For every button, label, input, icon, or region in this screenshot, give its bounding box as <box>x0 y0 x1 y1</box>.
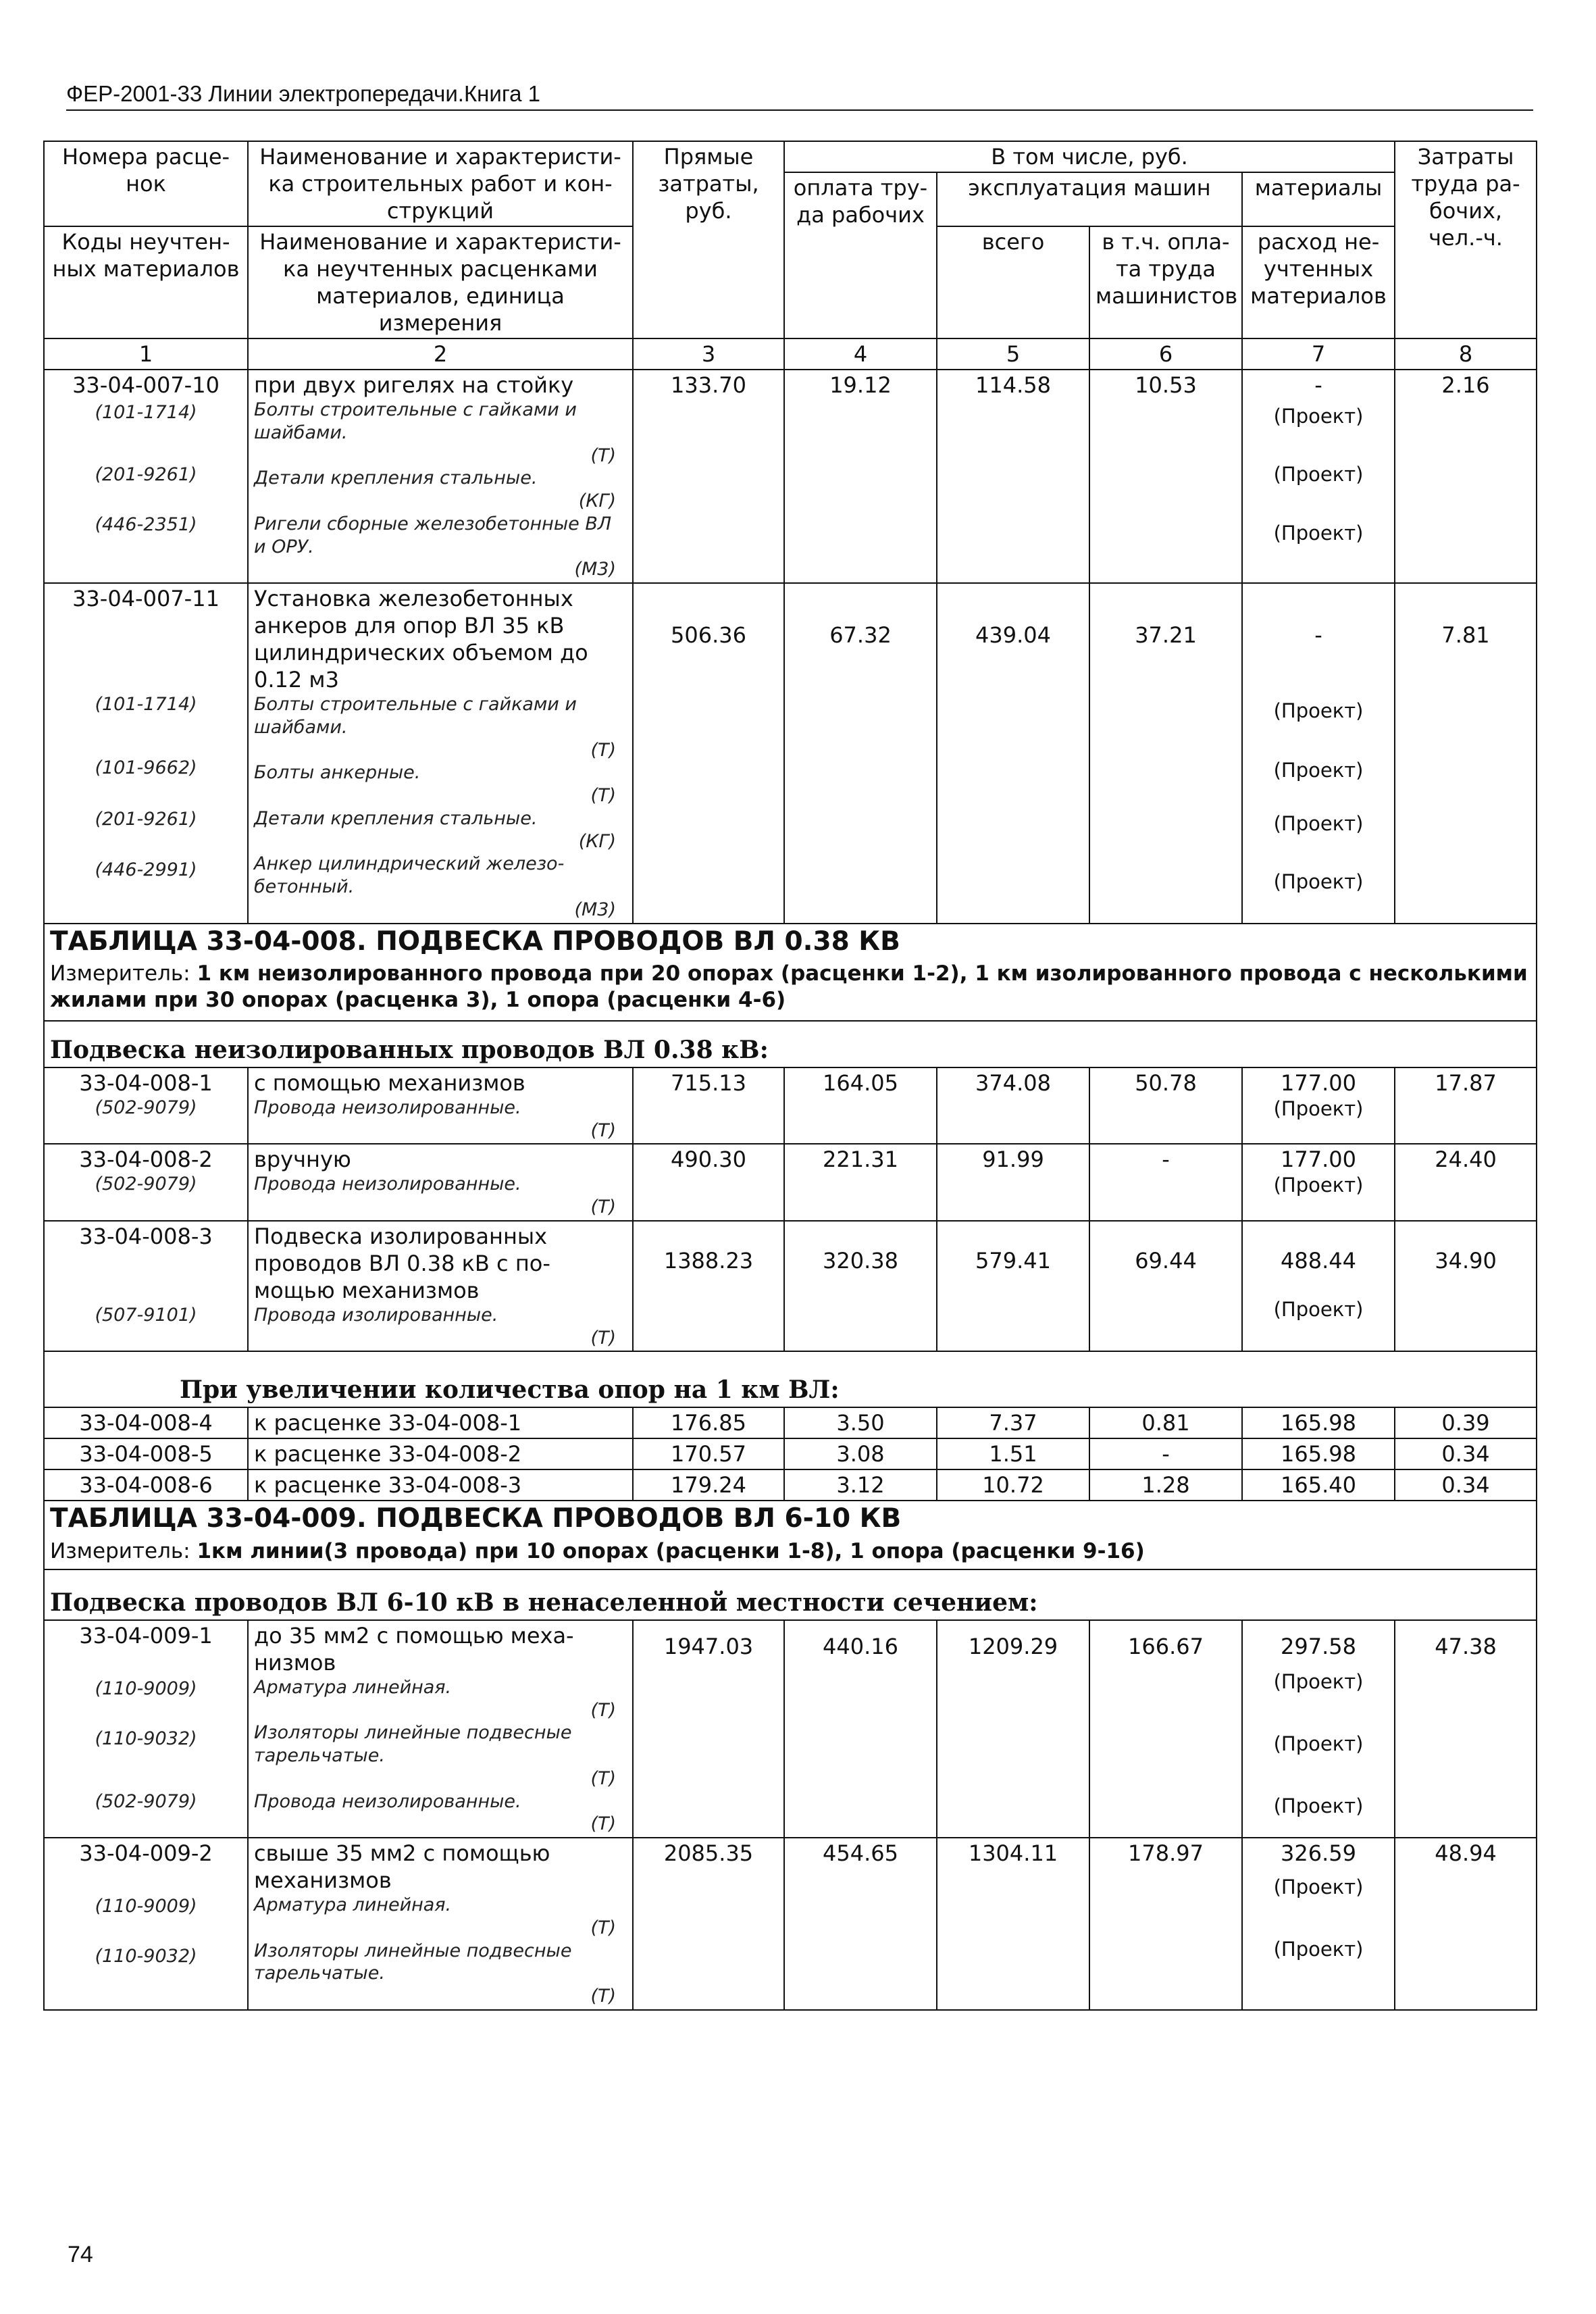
wage-cost: 3.12 <box>784 1469 937 1501</box>
table-row <box>44 1144 1537 1221</box>
wage-cost: 164.05 <box>784 1067 937 1145</box>
material-qty: (Проект) <box>1273 521 1364 545</box>
machines-cost: 1209.29 <box>937 1620 1089 1838</box>
material-qty: (Проект) <box>1273 1938 1364 1961</box>
material-code: (446-2991) <box>95 859 197 881</box>
col-num-4: 4 <box>784 338 937 370</box>
table-row <box>44 1407 1537 1438</box>
material-code: (446-2351) <box>95 513 197 535</box>
materials-cost: 165.98 <box>1242 1438 1395 1469</box>
rate-code: 33-04-007-11 <box>72 586 220 611</box>
rate-name: к расценке 33-04-008-2 <box>248 1438 633 1469</box>
rate-name: при двух ригелях на стойку <box>254 372 574 398</box>
wage-cost: 3.08 <box>784 1438 937 1469</box>
labor-cost: 0.34 <box>1395 1438 1537 1469</box>
material-unit: (Т) <box>590 1917 616 1938</box>
machines-cost: 10.72 <box>937 1469 1089 1501</box>
measurer-value: 1км линии(3 провода) при 10 опорах (расценки 1-8), 1 опора (расценки 9-16) <box>197 1539 1145 1563</box>
document-header: ФЕР-2001-33 Линии электропередачи.Книга 1 <box>66 81 1533 111</box>
material-name: Изоляторы линейные подвесные тарельчатые. <box>254 1940 572 1984</box>
col-header-mat-name: Наименование и характеристи-ка неучтенных расценками материалов, единица измерения <box>248 226 633 338</box>
table-row <box>44 1620 1537 1838</box>
materials-cost: 165.40 <box>1242 1469 1395 1501</box>
direct-cost: 1388.23 <box>633 1221 784 1352</box>
machines-cost: 374.08 <box>937 1067 1089 1145</box>
material-code: (201-9261) <box>95 808 197 830</box>
table-row <box>44 1221 1537 1352</box>
materials-cost: 177.00 <box>1281 1070 1356 1096</box>
machines-cost: 7.37 <box>937 1407 1089 1438</box>
material-name: Провода изолированные. <box>254 1304 498 1326</box>
table-row <box>44 1438 1537 1469</box>
measurer <box>44 1537 1537 1569</box>
col-header-machines: эксплуатация машин <box>937 172 1242 226</box>
wage-cost: 19.12 <box>784 370 937 583</box>
rate-code: 33-04-008-2 <box>79 1147 213 1173</box>
operators-cost: 178.97 <box>1089 1838 1242 2010</box>
rate-name: вручную <box>254 1147 351 1173</box>
material-code: (110-9032) <box>95 1728 197 1749</box>
col-header-materials: материалы <box>1242 172 1395 226</box>
operators-cost: 1.28 <box>1089 1469 1242 1501</box>
material-code: (502-9079) <box>95 1174 197 1195</box>
rate-code: 33-04-008-1 <box>79 1070 213 1096</box>
rate-code: 33-04-008-4 <box>44 1407 248 1438</box>
materials-cost: 297.58 <box>1281 1633 1356 1659</box>
col-header-direct: Прямые затраты, руб. <box>633 141 784 338</box>
material-unit: (Т) <box>590 1986 616 2007</box>
material-unit: (М3) <box>574 899 616 920</box>
operators-cost: 10.53 <box>1089 370 1242 583</box>
direct-cost: 1947.03 <box>633 1620 784 1838</box>
material-qty: (Проект) <box>1273 759 1364 782</box>
subsection-title: Подвеска проводов ВЛ 6-10 кВ в ненаселенной местности сечением: <box>44 1569 1537 1620</box>
machines-cost: 1.51 <box>937 1438 1089 1469</box>
rate-name: с помощью механизмов <box>254 1070 525 1096</box>
col-header-operators: в т.ч. опла-та труда машинистов <box>1089 226 1242 338</box>
wage-cost: 3.50 <box>784 1407 937 1438</box>
material-qty: (Проект) <box>1273 1876 1364 1898</box>
material-name: Детали крепления стальные. <box>254 468 538 489</box>
labor-cost: 2.16 <box>1395 370 1537 583</box>
material-name: Арматура линейная. <box>254 1676 452 1698</box>
rate-name: к расценке 33-04-008-1 <box>248 1407 633 1438</box>
material-code: (507-9101) <box>95 1304 197 1326</box>
table-title: ТАБЛИЦА 33-04-009. ПОДВЕСКА ПРОВОДОВ ВЛ 6-10 КВ <box>44 1501 1537 1537</box>
rate-code: 33-04-008-6 <box>44 1469 248 1501</box>
rate-code: 33-04-008-5 <box>44 1438 248 1469</box>
measurer-label: Измеритель: <box>50 1539 190 1563</box>
table-row <box>44 370 1537 583</box>
material-unit: (Т) <box>590 1197 616 1217</box>
material-name: Провода неизолированные. <box>254 1174 521 1195</box>
col-header-name: Наименование и характеристи-ка строительных работ и кон-струкций <box>248 141 633 226</box>
direct-cost: 170.57 <box>633 1438 784 1469</box>
material-name: Анкер цилиндрический железо-бетонный. <box>254 853 565 897</box>
material-name: Изоляторы линейные подвесные тарельчатые. <box>254 1722 572 1766</box>
machines-cost: 91.99 <box>937 1144 1089 1221</box>
material-code: (502-9079) <box>95 1097 197 1118</box>
rate-name: к расценке 33-04-008-3 <box>248 1469 633 1501</box>
machines-cost: 114.58 <box>937 370 1089 583</box>
rate-name: до 35 мм2 с помощью меха-низмов <box>254 1622 574 1676</box>
direct-cost: 133.70 <box>633 370 784 583</box>
material-name: Ригели сборные железобетонные ВЛ и ОРУ. <box>254 513 612 557</box>
machines-cost: 579.41 <box>937 1221 1089 1352</box>
material-unit: (Т) <box>590 1120 616 1141</box>
operators-cost: - <box>1089 1144 1242 1221</box>
labor-cost: 34.90 <box>1395 1221 1537 1352</box>
col-header-machines-total: всего <box>937 226 1089 338</box>
table-row <box>44 1469 1537 1501</box>
col-num-2: 2 <box>248 338 633 370</box>
direct-cost: 715.13 <box>633 1067 784 1145</box>
material-name: Провода неизолированные. <box>254 1790 521 1812</box>
material-name: Болты строительные с гайками и шайбами. <box>254 399 577 443</box>
wage-cost: 221.31 <box>784 1144 937 1221</box>
rate-name: Установка железобетонных анкеров для опор ВЛ 35 кВ цилиндрических объемом до 0.12 м3 <box>254 586 588 693</box>
wage-cost: 67.32 <box>784 583 937 924</box>
rate-code: 33-04-007-10 <box>72 372 220 398</box>
col-num-7: 7 <box>1242 338 1395 370</box>
material-name: Арматура линейная. <box>254 1894 452 1915</box>
material-code: (110-9032) <box>95 1945 197 1967</box>
measurer-label: Измеритель: <box>50 961 190 986</box>
material-unit: (Т) <box>590 1327 616 1349</box>
col-header-labor: Затраты труда ра-бочих, чел.-ч. <box>1395 141 1537 338</box>
rate-code: 33-04-009-2 <box>79 1840 213 1866</box>
operators-cost: 50.78 <box>1089 1067 1242 1145</box>
material-code: (502-9079) <box>95 1791 197 1813</box>
material-code: (110-9009) <box>95 1678 197 1699</box>
material-unit: (КГ) <box>578 491 616 511</box>
col-header-mat-codes: Коды неучтен-ных материалов <box>44 226 248 338</box>
rate-code: 33-04-008-3 <box>79 1223 213 1249</box>
material-qty: (Проект) <box>1273 1669 1364 1693</box>
labor-cost: 47.38 <box>1395 1620 1537 1838</box>
rate-name: Подвеска изолированных проводов ВЛ 0.38 кВ с по-мощью механизмов <box>254 1223 550 1303</box>
operators-cost: 0.81 <box>1089 1407 1242 1438</box>
materials-cost: - <box>1314 622 1322 648</box>
rate-name: свыше 35 мм2 с помощью механизмов <box>254 1840 550 1893</box>
col-header-uncounted: расход не-учтенных материалов <box>1242 226 1395 338</box>
table-row <box>44 1838 1537 2010</box>
material-qty: (Проект) <box>1273 811 1364 835</box>
table-row <box>44 1067 1537 1145</box>
measurer <box>44 959 1537 1021</box>
material-qty: (Проект) <box>1273 1174 1364 1197</box>
material-unit: (Т) <box>590 785 616 806</box>
material-code: (101-1714) <box>95 694 197 715</box>
material-qty: (Проект) <box>1273 1732 1364 1755</box>
direct-cost: 490.30 <box>633 1144 784 1221</box>
table-title: ТАБЛИЦА 33-04-008. ПОДВЕСКА ПРОВОДОВ ВЛ 0.38 КВ <box>44 924 1537 960</box>
price-table <box>43 141 1537 2011</box>
materials-cost: - <box>1314 372 1322 398</box>
materials-cost: 177.00 <box>1281 1147 1356 1173</box>
measurer-value: 1 км неизолированного провода при 20 опорах (расценки 1-2), 1 км изолированного провода с несколькими жилами при 30 опорах (расценка 3), 1 опора (расценки 4-6) <box>50 961 1528 1012</box>
material-name: Провода неизолированные. <box>254 1097 521 1118</box>
operators-cost: - <box>1089 1438 1242 1469</box>
labor-cost: 17.87 <box>1395 1067 1537 1145</box>
col-num-1: 1 <box>44 338 248 370</box>
direct-cost: 179.24 <box>633 1469 784 1501</box>
wage-cost: 454.65 <box>784 1838 937 2010</box>
subsection-title: Подвеска неизолированных проводов ВЛ 0.38 кВ: <box>44 1021 1537 1067</box>
material-qty: (Проект) <box>1273 870 1364 893</box>
col-header-codes: Номера расце-нок <box>44 141 248 226</box>
machines-cost: 1304.11 <box>937 1838 1089 2010</box>
materials-cost: 326.59 <box>1281 1840 1356 1866</box>
col-num-6: 6 <box>1089 338 1242 370</box>
material-name: Болты строительные с гайками и шайбами. <box>254 694 577 738</box>
table-row <box>44 583 1537 924</box>
material-unit: (Т) <box>590 445 616 466</box>
materials-cost: 165.98 <box>1242 1407 1395 1438</box>
material-code: (101-9662) <box>95 757 197 778</box>
material-qty: (Проект) <box>1273 1794 1364 1818</box>
direct-cost: 506.36 <box>633 583 784 924</box>
labor-cost: 48.94 <box>1395 1838 1537 2010</box>
wage-cost: 320.38 <box>784 1221 937 1352</box>
rate-code: 33-04-009-1 <box>79 1622 213 1649</box>
direct-cost: 2085.35 <box>633 1838 784 2010</box>
material-unit: (Т) <box>590 1767 616 1789</box>
materials-cost: 488.44 <box>1281 1247 1356 1274</box>
col-header-wage: оплата тру-да рабочих <box>784 172 937 338</box>
subsection-title: При увеличении количества опор на 1 км ВЛ: <box>44 1351 1537 1407</box>
material-code: (101-1714) <box>95 402 197 423</box>
col-num-3: 3 <box>633 338 784 370</box>
material-name: Болты анкерные. <box>254 762 421 784</box>
material-qty: (Проект) <box>1273 1097 1364 1120</box>
page-number: 74 <box>68 2242 93 2267</box>
material-qty: (Проект) <box>1273 405 1364 428</box>
operators-cost: 69.44 <box>1089 1221 1242 1352</box>
operators-cost: 166.67 <box>1089 1620 1242 1838</box>
material-qty: (Проект) <box>1273 463 1364 486</box>
col-num-8: 8 <box>1395 338 1537 370</box>
direct-cost: 176.85 <box>633 1407 784 1438</box>
material-qty: (Проект) <box>1273 1297 1364 1321</box>
material-qty: (Проект) <box>1273 699 1364 722</box>
material-code: (110-9009) <box>95 1896 197 1917</box>
operators-cost: 37.21 <box>1089 583 1242 924</box>
material-unit: (Т) <box>590 1813 616 1835</box>
col-num-5: 5 <box>937 338 1089 370</box>
labor-cost: 7.81 <box>1395 583 1537 924</box>
material-unit: (Т) <box>590 739 616 761</box>
material-code: (201-9261) <box>95 463 197 485</box>
labor-cost: 0.39 <box>1395 1407 1537 1438</box>
labor-cost: 0.34 <box>1395 1469 1537 1501</box>
labor-cost: 24.40 <box>1395 1144 1537 1221</box>
material-unit: (М3) <box>574 559 616 580</box>
material-unit: (Т) <box>590 1699 616 1721</box>
col-header-including: В том числе, руб. <box>784 141 1395 172</box>
material-name: Детали крепления стальные. <box>254 807 538 829</box>
machines-cost: 439.04 <box>937 583 1089 924</box>
material-unit: (КГ) <box>578 830 616 852</box>
wage-cost: 440.16 <box>784 1620 937 1838</box>
